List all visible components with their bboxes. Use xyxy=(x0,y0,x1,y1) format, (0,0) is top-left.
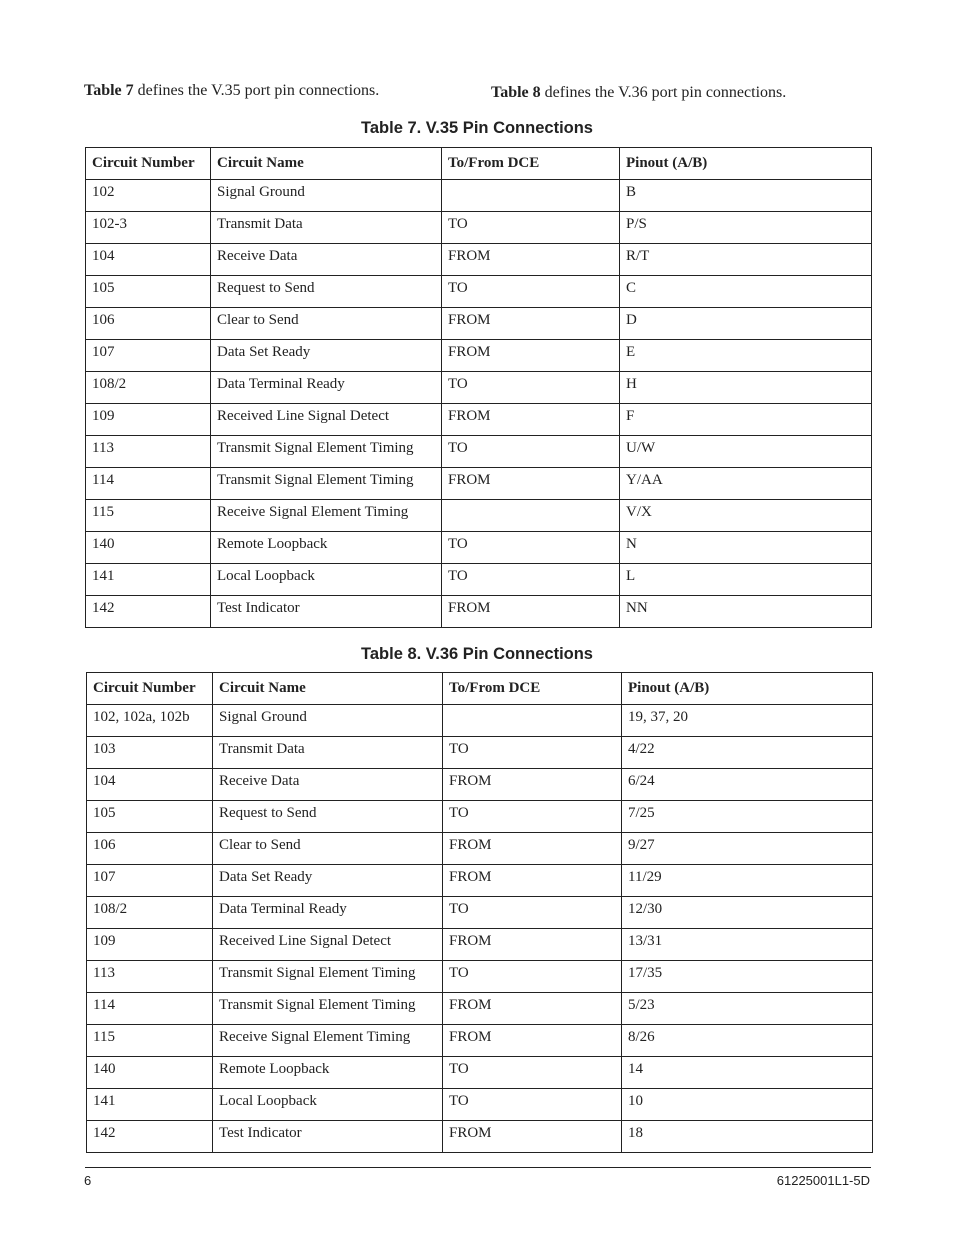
cell-to-from-dce: TO xyxy=(443,961,622,993)
cell-circuit-number: 140 xyxy=(87,1057,213,1089)
cell-to-from-dce: TO xyxy=(443,1057,622,1089)
table-row xyxy=(87,1025,873,1057)
table-row xyxy=(86,500,872,532)
cell-pinout: 17/35 xyxy=(622,961,873,993)
cell-circuit-name: Transmit Signal Element Timing xyxy=(211,468,442,500)
cell-circuit-name: Receive Data xyxy=(213,769,443,801)
table-row xyxy=(86,468,872,500)
cell-to-from-dce: TO xyxy=(442,532,620,564)
cell-pinout: 9/27 xyxy=(622,833,873,865)
cell-pinout: B xyxy=(620,180,872,212)
cell-to-from-dce: TO xyxy=(442,564,620,596)
cell-pinout: 18 xyxy=(622,1121,873,1153)
page-number: 6 xyxy=(84,1173,92,1188)
table-row xyxy=(87,897,873,929)
cell-pinout: 7/25 xyxy=(622,801,873,833)
cell-circuit-name: Local Loopback xyxy=(211,564,442,596)
table-row xyxy=(87,865,873,897)
cell-pinout: 10 xyxy=(622,1089,873,1121)
cell-circuit-name: Transmit Signal Element Timing xyxy=(213,993,443,1025)
header-pinout: Pinout (A/B) xyxy=(620,148,872,180)
cell-pinout: 14 xyxy=(622,1057,873,1089)
table-row xyxy=(86,308,872,340)
cell-circuit-name: Data Set Ready xyxy=(211,340,442,372)
cell-circuit-number: 105 xyxy=(87,801,213,833)
cell-circuit-name: Test Indicator xyxy=(213,1121,443,1153)
cell-circuit-number: 103 xyxy=(87,737,213,769)
document-number: 61225001L1-5D xyxy=(776,1173,870,1188)
intro-table7-text: defines the V.35 port pin connections. xyxy=(133,82,380,99)
cell-circuit-name: Data Set Ready xyxy=(213,865,443,897)
cell-pinout: V/X xyxy=(620,500,872,532)
cell-circuit-number: 113 xyxy=(87,961,213,993)
header-pinout: Pinout (A/B) xyxy=(622,673,873,705)
cell-circuit-number: 102, 102a, 102b xyxy=(87,705,213,737)
cell-pinout: E xyxy=(620,340,872,372)
cell-circuit-number: 108/2 xyxy=(86,372,211,404)
cell-circuit-name: Data Terminal Ready xyxy=(213,897,443,929)
cell-pinout: N xyxy=(620,532,872,564)
cell-circuit-number: 141 xyxy=(86,564,211,596)
table-row xyxy=(87,737,873,769)
table-v35-pins xyxy=(85,147,872,628)
header-circuit-name: Circuit Name xyxy=(211,148,442,180)
cell-circuit-number: 104 xyxy=(87,769,213,801)
intro-table8-text: defines the V.36 port pin connections. xyxy=(540,84,787,101)
table-row xyxy=(87,705,873,737)
cell-circuit-number: 104 xyxy=(86,244,211,276)
table-header-row xyxy=(86,148,872,180)
cell-pinout: F xyxy=(620,404,872,436)
table-row xyxy=(86,276,872,308)
cell-circuit-name: Test Indicator xyxy=(211,596,442,628)
cell-to-from-dce: FROM xyxy=(442,308,620,340)
cell-to-from-dce: TO xyxy=(443,897,622,929)
cell-pinout: H xyxy=(620,372,872,404)
cell-circuit-number: 142 xyxy=(87,1121,213,1153)
table-row xyxy=(86,340,872,372)
cell-pinout: 13/31 xyxy=(622,929,873,961)
intro-table8-ref: Table 8 xyxy=(491,84,541,101)
table-row xyxy=(86,180,872,212)
table-row xyxy=(87,1057,873,1089)
cell-circuit-name: Signal Ground xyxy=(213,705,443,737)
cell-to-from-dce: FROM xyxy=(443,865,622,897)
table-row xyxy=(87,1121,873,1153)
cell-pinout: 11/29 xyxy=(622,865,873,897)
cell-circuit-number: 107 xyxy=(86,340,211,372)
cell-circuit-number: 141 xyxy=(87,1089,213,1121)
table7-caption: Table 7. V.35 Pin Connections xyxy=(361,119,593,137)
cell-circuit-name: Transmit Signal Element Timing xyxy=(213,961,443,993)
header-to-from-dce: To/From DCE xyxy=(442,148,620,180)
cell-circuit-number: 106 xyxy=(87,833,213,865)
cell-circuit-number: 113 xyxy=(86,436,211,468)
cell-circuit-name: Signal Ground xyxy=(211,180,442,212)
cell-pinout: 5/23 xyxy=(622,993,873,1025)
cell-circuit-name: Transmit Signal Element Timing xyxy=(211,436,442,468)
cell-pinout: U/W xyxy=(620,436,872,468)
cell-to-from-dce: FROM xyxy=(442,404,620,436)
cell-to-from-dce: FROM xyxy=(442,596,620,628)
table-row xyxy=(86,532,872,564)
cell-circuit-number: 109 xyxy=(86,404,211,436)
cell-to-from-dce: FROM xyxy=(443,993,622,1025)
cell-pinout: P/S xyxy=(620,212,872,244)
table-row xyxy=(87,993,873,1025)
cell-pinout: 4/22 xyxy=(622,737,873,769)
cell-circuit-number: 115 xyxy=(86,500,211,532)
cell-to-from-dce: FROM xyxy=(442,468,620,500)
cell-circuit-number: 142 xyxy=(86,596,211,628)
cell-circuit-name: Transmit Data xyxy=(211,212,442,244)
cell-to-from-dce: FROM xyxy=(442,340,620,372)
cell-circuit-name: Clear to Send xyxy=(213,833,443,865)
cell-pinout: Y/AA xyxy=(620,468,872,500)
table-header-row xyxy=(87,673,873,705)
cell-to-from-dce: FROM xyxy=(443,769,622,801)
cell-pinout: D xyxy=(620,308,872,340)
cell-to-from-dce: FROM xyxy=(442,244,620,276)
table-row xyxy=(86,564,872,596)
cell-to-from-dce xyxy=(443,705,622,737)
cell-circuit-number: 105 xyxy=(86,276,211,308)
cell-circuit-number: 102 xyxy=(86,180,211,212)
cell-circuit-number: 114 xyxy=(86,468,211,500)
cell-circuit-number: 102-3 xyxy=(86,212,211,244)
intro-table7-ref: Table 7 xyxy=(84,82,134,99)
cell-circuit-name: Clear to Send xyxy=(211,308,442,340)
cell-to-from-dce: TO xyxy=(443,1089,622,1121)
table-row xyxy=(86,436,872,468)
cell-circuit-number: 115 xyxy=(87,1025,213,1057)
intro-table7 xyxy=(84,82,379,100)
cell-to-from-dce: TO xyxy=(443,737,622,769)
cell-circuit-name: Receive Signal Element Timing xyxy=(211,500,442,532)
cell-pinout: R/T xyxy=(620,244,872,276)
cell-circuit-name: Request to Send xyxy=(213,801,443,833)
table-row xyxy=(86,596,872,628)
table-row xyxy=(86,372,872,404)
cell-circuit-name: Receive Data xyxy=(211,244,442,276)
cell-pinout: C xyxy=(620,276,872,308)
cell-circuit-number: 109 xyxy=(87,929,213,961)
cell-circuit-name: Remote Loopback xyxy=(211,532,442,564)
cell-circuit-name: Received Line Signal Detect xyxy=(211,404,442,436)
table-row xyxy=(86,404,872,436)
header-circuit-number: Circuit Number xyxy=(87,673,213,705)
cell-to-from-dce: FROM xyxy=(443,833,622,865)
cell-circuit-name: Receive Signal Element Timing xyxy=(213,1025,443,1057)
cell-circuit-name: Data Terminal Ready xyxy=(211,372,442,404)
cell-circuit-number: 106 xyxy=(86,308,211,340)
cell-to-from-dce: TO xyxy=(442,372,620,404)
table-row xyxy=(87,833,873,865)
header-circuit-name: Circuit Name xyxy=(213,673,443,705)
cell-to-from-dce: FROM xyxy=(443,1121,622,1153)
cell-to-from-dce xyxy=(442,180,620,212)
cell-circuit-number: 114 xyxy=(87,993,213,1025)
table-row xyxy=(86,212,872,244)
table-v36-pins xyxy=(86,672,873,1153)
cell-circuit-number: 140 xyxy=(86,532,211,564)
cell-to-from-dce: TO xyxy=(442,436,620,468)
cell-circuit-name: Request to Send xyxy=(211,276,442,308)
cell-pinout: L xyxy=(620,564,872,596)
cell-circuit-name: Remote Loopback xyxy=(213,1057,443,1089)
cell-pinout: 6/24 xyxy=(622,769,873,801)
table-row xyxy=(87,769,873,801)
cell-pinout: 8/26 xyxy=(622,1025,873,1057)
cell-circuit-name: Received Line Signal Detect xyxy=(213,929,443,961)
cell-pinout: 19, 37, 20 xyxy=(622,705,873,737)
intro-table8 xyxy=(491,84,786,102)
table8-caption: Table 8. V.36 Pin Connections xyxy=(361,645,593,663)
cell-to-from-dce: TO xyxy=(442,276,620,308)
cell-pinout: NN xyxy=(620,596,872,628)
cell-circuit-number: 108/2 xyxy=(87,897,213,929)
cell-pinout: 12/30 xyxy=(622,897,873,929)
cell-circuit-name: Local Loopback xyxy=(213,1089,443,1121)
table-row xyxy=(87,801,873,833)
cell-to-from-dce: TO xyxy=(442,212,620,244)
table-row xyxy=(86,244,872,276)
cell-to-from-dce: FROM xyxy=(443,1025,622,1057)
cell-circuit-name: Transmit Data xyxy=(213,737,443,769)
table-row xyxy=(87,961,873,993)
cell-to-from-dce: TO xyxy=(443,801,622,833)
cell-to-from-dce: FROM xyxy=(443,929,622,961)
footer-divider xyxy=(85,1167,871,1168)
header-circuit-number: Circuit Number xyxy=(86,148,211,180)
header-to-from-dce: To/From DCE xyxy=(443,673,622,705)
table-row xyxy=(87,929,873,961)
cell-circuit-number: 107 xyxy=(87,865,213,897)
table-row xyxy=(87,1089,873,1121)
cell-to-from-dce xyxy=(442,500,620,532)
